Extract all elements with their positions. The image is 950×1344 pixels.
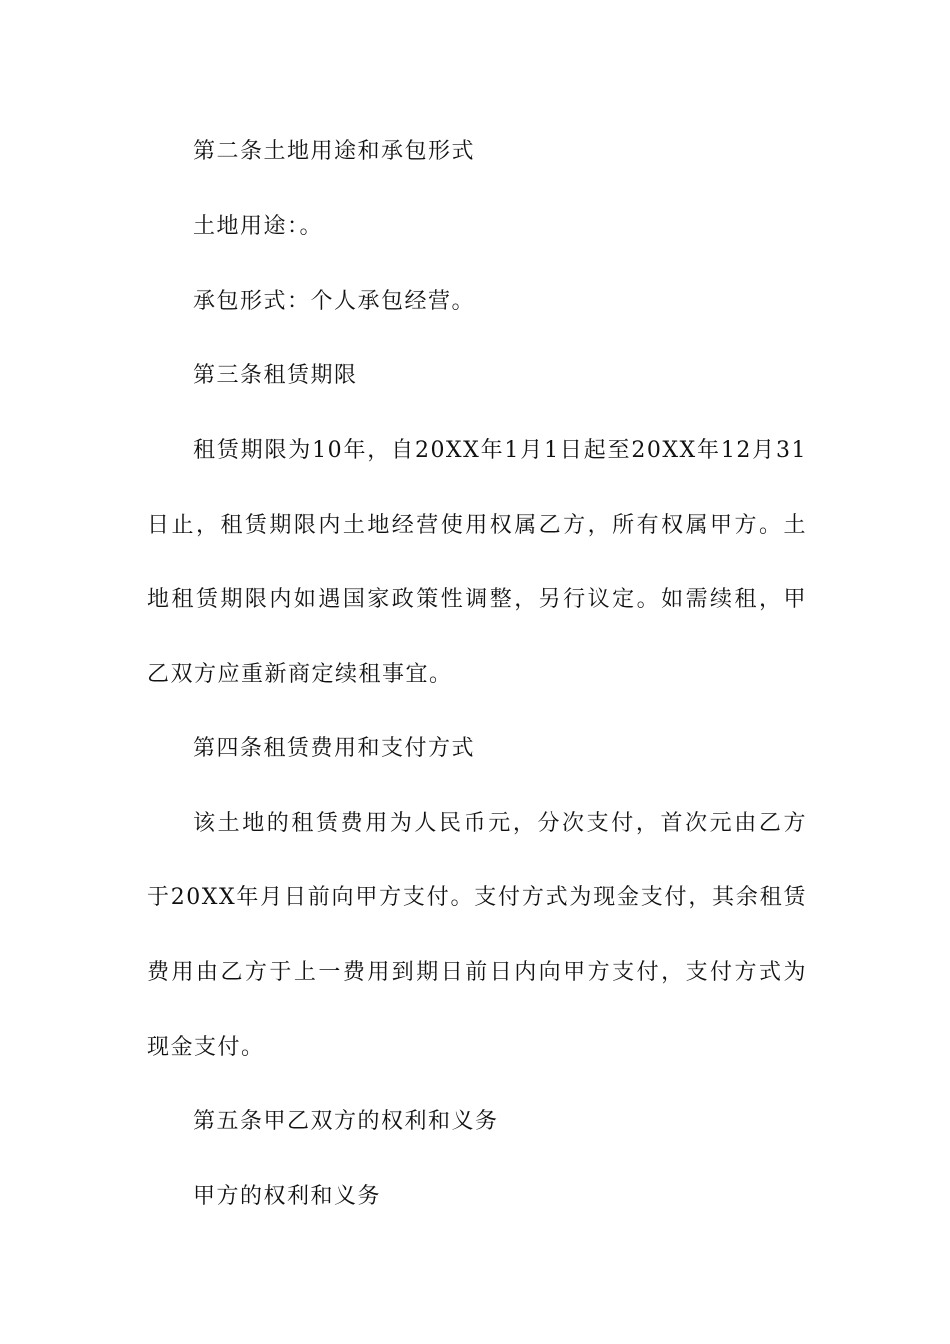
fee-paragraph-line-2: 于20XX年月日前向甲方支付。支付方式为现金支付，其余租赁: [147, 885, 807, 910]
party-a-rights-heading: 甲方的权利和义务: [193, 1184, 382, 1209]
fee-paragraph-line-3: 费用由乙方于上一费用到期日前日内向甲方支付，支付方式为: [147, 960, 807, 985]
fee-paragraph-line-1: 该土地的租赁费用为人民币元，分次支付，首次元由乙方: [193, 811, 807, 836]
article-3-heading: 第三条租赁期限: [193, 363, 358, 388]
lease-term-paragraph-line-1: 租赁期限为10年，自20XX年1月1日起至20XX年12月31: [193, 438, 807, 463]
article-2-heading: 第二条土地用途和承包形式: [193, 139, 476, 164]
land-use-line: 土地用途：。: [193, 214, 324, 239]
lease-term-paragraph-line-2: 日止，租赁期限内土地经营使用权属乙方，所有权属甲方。土: [147, 513, 807, 538]
contract-form-line: 承包形式：个人承包经营。: [193, 289, 476, 314]
lease-term-paragraph-line-3: 地租赁期限内如遇国家政策性调整，另行议定。如需续租，甲: [147, 587, 807, 612]
article-4-heading: 第四条租赁费用和支付方式: [193, 736, 476, 761]
article-5-heading: 第五条甲乙双方的权利和义务: [193, 1109, 499, 1134]
fee-paragraph-line-4: 现金支付。: [147, 1035, 265, 1060]
lease-term-paragraph-line-4: 乙双方应重新商定续租事宜。: [147, 662, 453, 687]
